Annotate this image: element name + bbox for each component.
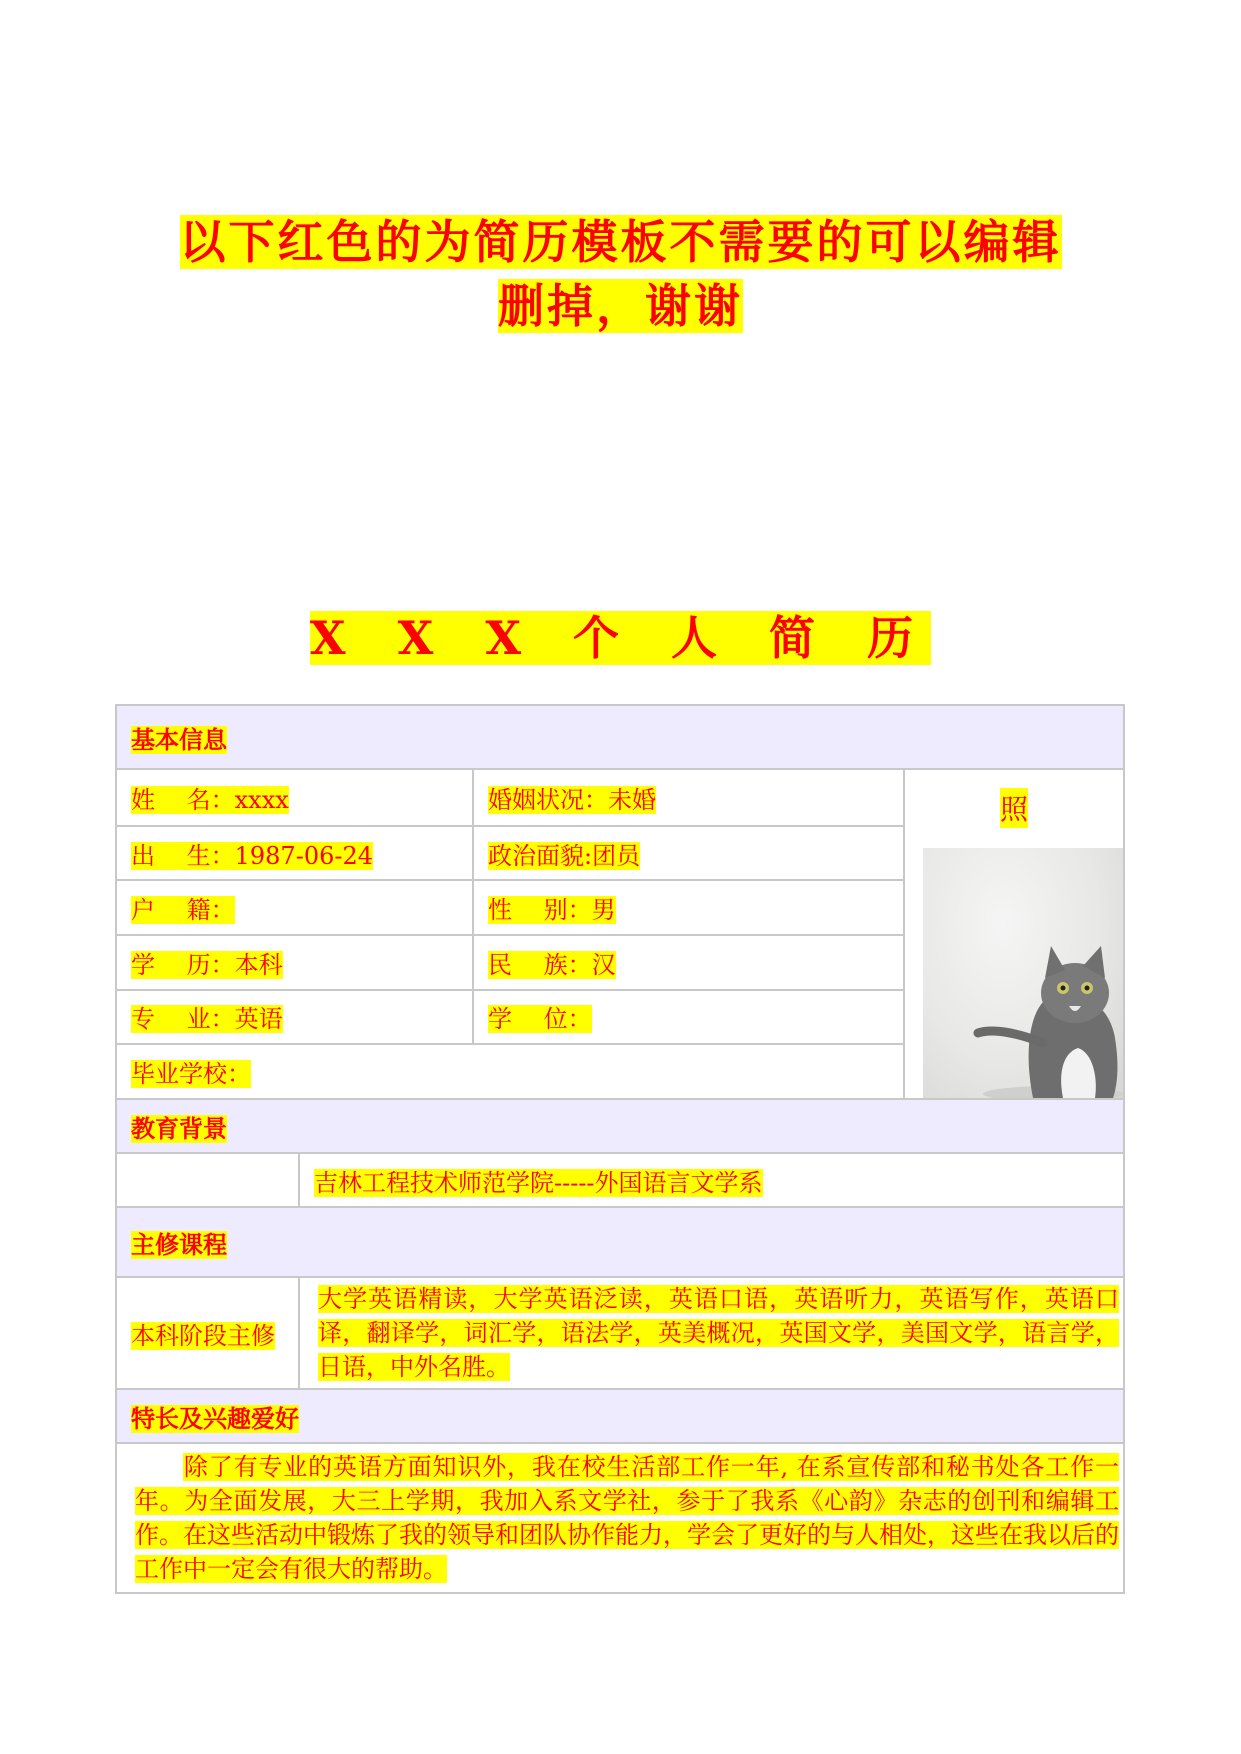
education-value: 吉林工程技术师范学院-----外国语言文学系 (314, 1168, 763, 1197)
field-marital-status: 婚姻状况：未婚 (488, 785, 656, 814)
cat-photo (923, 848, 1123, 1098)
section-title-hobbies: 特长及兴趣爱好 (131, 1404, 299, 1433)
field-political-status: 政治面貌:团员 (488, 841, 641, 870)
notice-line-2: 删掉，谢谢 (498, 279, 743, 333)
courses-label: 本科阶段主修 (131, 1321, 275, 1350)
table-row (116, 1153, 1124, 1207)
table-row (116, 769, 1124, 826)
field-birth-date: 出 生：1987-06-24 (131, 841, 374, 870)
section-header-hobbies (116, 1389, 1124, 1443)
photo-label: 照 (1000, 788, 1028, 828)
courses-value: 大学英语精读，大学英语泛读，英语口语，英语听力，英语写作，英语口译，翻译学，词汇学，语法学，英美概况，英国文学，美国文学，语言学，日语，中外名胜。 (318, 1285, 1119, 1381)
field-degree: 学 位： (488, 1005, 592, 1034)
field-gender: 性 别：男 (488, 896, 616, 925)
section-header-basic-info (116, 705, 1124, 769)
field-education-level: 学 历：本科 (131, 950, 283, 979)
section-title-courses: 主修课程 (131, 1230, 227, 1259)
photo-cell (904, 769, 1124, 1099)
section-title-education: 教育背景 (131, 1114, 227, 1143)
template-notice (0, 210, 1241, 338)
field-school: 毕业学校： (131, 1060, 251, 1089)
field-major: 专 业：英语 (131, 1005, 283, 1034)
hobbies-text: 除了有专业的英语方面知识外，我在校生活部工作一年, 在系宣传部和秘书处各工作一年。为全面发展，大三上学期，我加入系文学社，参于了我系《心韵》杂志的创刊和编辑工作。在这些活动中锻炼了我的领导和团队协作能力，学会了更好的与人相处，这些在我以后的工作中一定会有很大的帮助。 (135, 1453, 1119, 1583)
section-header-education (116, 1099, 1124, 1153)
resume-title (0, 602, 1241, 668)
field-ethnicity: 民 族：汉 (488, 950, 616, 979)
field-hukou: 户 籍： (131, 896, 235, 925)
education-label-cell (116, 1153, 299, 1207)
section-header-courses (116, 1207, 1124, 1277)
resume-title-text: X X X 个 人 简 历 (309, 611, 932, 665)
table-row (116, 1277, 1124, 1389)
resume-table (115, 704, 1125, 1594)
field-name: 姓 名：xxxx (131, 785, 289, 814)
section-title-basic-info: 基本信息 (131, 725, 227, 754)
table-row (116, 1443, 1124, 1593)
notice-line-1: 以下红色的为简历模板不需要的可以编辑 (179, 215, 1062, 269)
